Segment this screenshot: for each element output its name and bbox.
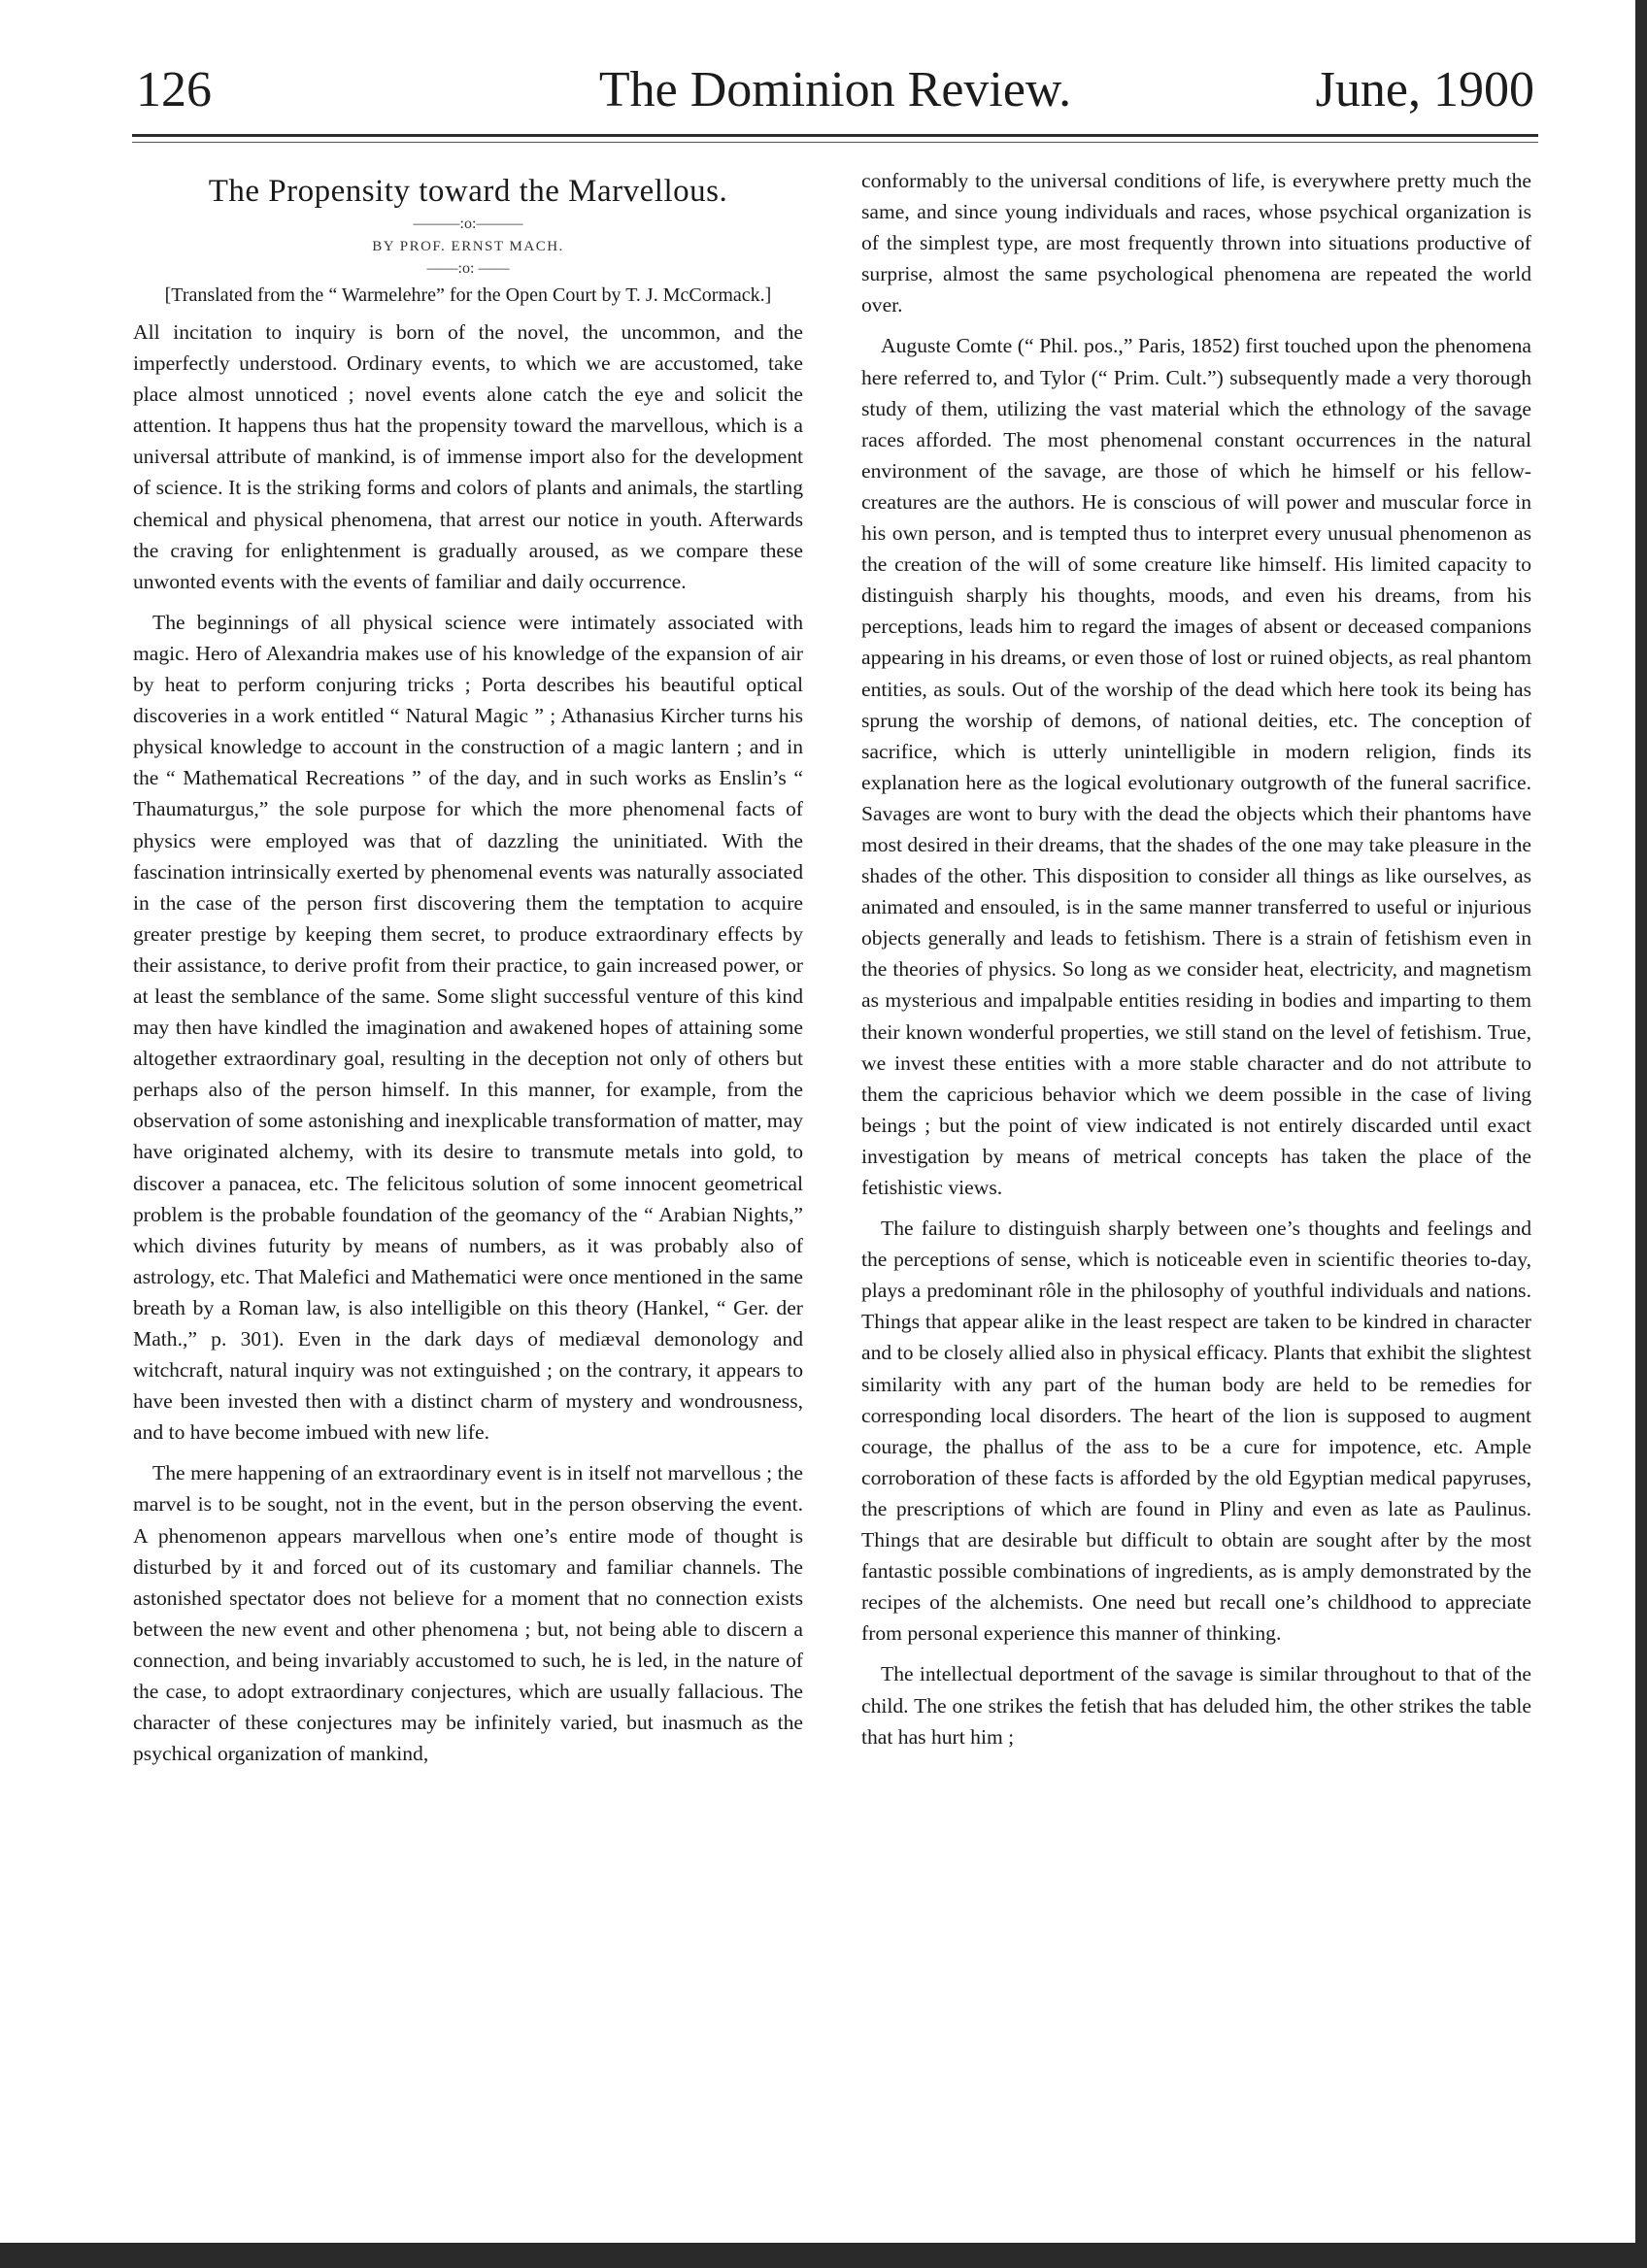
ornament-divider: ———:o:——— [413, 216, 523, 232]
paragraph: The failure to distinguish sharply between one’s thoughts and feelings and the perceptions of sense, which is noticeable even in scientific theories to-day, plays a predominant rôle in the philosophy of youthful individuals and nations. Things that appear alike in the least respect are taken to be kindred in character and to be closely allied also in physical efficacy. Plants that exhibit the slightest similarity with any part of the human body are held to be remedies for corresponding local disorders. The heart of the lion is supposed to augment courage, the phallus of the ass to be a cure for impotence, etc. Ample corroboration of these facts is afforded by the old Egyptian medical papyruses, the prescriptions of which are found in Pliny and even as late as Paulinus. Things that are desirable but difficult to obtain are sought after by the most fantastic possible combinations of ingredients, as is amply demonstrated by the recipes of the alchemists. One need but recall one’s childhood to appreciate from personal experience this manner of thinking. [861, 1217, 1531, 1646]
article-title: The Propensity toward the Marvellous. [208, 174, 728, 209]
left-column [133, 165, 803, 1779]
ornament-divider: ——:o: —— [426, 260, 510, 277]
journal-title: The Dominion Review. [598, 62, 1072, 117]
paragraph: The intellectual deportment of the savage is similar throughout to that of the child. The one strikes the fetish that has deluded him, the other strikes the table that has hurt him ; [861, 1662, 1531, 1749]
running-header [136, 56, 1534, 124]
scan-bottom-edge [0, 2243, 1647, 2268]
paragraph: The beginnings of all physical science were intimately associated with magic. Hero of Alexandria makes use of his knowledge of the expansion of air by heat to perform conjuring tricks ; Porta describes his beautiful optical discoveries in a work entitled “ Natural Magic ” ; Athanasius Kircher turns his physical knowledge to account in the construction of a magic lantern ; and in the “ Mathematical Recreations ” of the day, and in such works as Enslin’s “ Thaumaturgus,” the sole purpose for which the more phenomenal facts of physics were employed was that of dazzling the uninitiated. With the fascination intrinsically exerted by phenomenal events was naturally associated in the case of the person first discovering them the temptation to acquire greater prestige by keeping them secret, to produce extraordinary effects by their assistance, to derive profit from their practice, to gain increased power, or at least the semblance of the same. Some slight successful venture of this kind may then have kindled the imagination and awakened hopes of attaining some altogether extraordinary goal, resulting in the deception not only of others but perhaps also of the person himself. In this manner, for example, from the observation of some astonishing and inexplicable transformation of matter, may have originated alchemy, with its desire to transmute metals into gold, to discover a panacea, etc. The felicitous solution of some innocent geometrical problem is the probable foundation of the geomancy of the “ Arabian Nights,” which divines futurity by means of numbers, as it was probably also of astrology, etc. That Malefici and Mathematici were once mentioned in the same breath by a Roman law, is also intelligible on this theory (Hankel, “ Ger. der Math.,” p. 301). Even in the dark days of mediæval demonology and witchcraft, natural inquiry was not extinguished ; on the contrary, it appears to have been invested then with a distinct charm of mystery and wondrousness, and to have become imbued with new life. [133, 610, 803, 1445]
page-edge-shadow [1635, 0, 1647, 2268]
paragraph: conformably to the universal conditions of life, is everywhere pretty much the same, and since young individuals and races, whose psychical organization is of the simplest type, are most frequently thrown into situations productive of surprise, almost the same psychological phenomena are repeated the world over. [861, 169, 1531, 317]
paragraph: Auguste Comte (“ Phil. pos.,” Paris, 1852) first touched upon the phenomena here referred to, and Tylor (“ Prim. Cult.”) subsequently made a very thorough study of them, utilizing the vast material which the ethnology of the savage races afforded. The most phenomenal constant occurrences in the natural environment of the savage, are those of which he himself or his fellow-creatures are the authors. He is conscious of will power and muscular force in his own person, and is tempted thus to interpret every unusual phenomenon as the creation of the will of some creature like himself. His limited capacity to distinguish sharply his thoughts, moods, and even his dreams, from his perceptions, leads him to regard the images of absent or deceased companions appearing in his dreams, or even those of lost or ruined objects, as real phantom entities, as souls. Out of the worship of the dead which here took its being has sprung the worship of demons, of national deities, etc. The conception of sacrifice, which is utterly unintelligible in modern religion, finds its explanation here as the logical evolutionary outgrowth of the funeral sacrifice. Savages are wont to bury with the dead the objects which their phantoms have most desired in their dreams, that the shades of the one may take pleasure in the shades of the other. This disposition to consider all things as like ourselves, as animated and ensouled, is in the same manner transferred to useful or injurious objects generally and leads to fetishism. There is a strain of fetishism even in the theories of physics. So long as we consider heat, electricity, and magnetism as mysterious and impalpable entities residing in bodies and imparting to them their known wonderful properties, we still stand on the level of fetishism. True, we invest these entities with a more stable character and do not attribute to them the capricious behavior which we deem possible in the case of living beings ; but the point of view indicated is not entirely discarded until exact investigation by means of metrical concepts has taken the place of the fetishistic views. [861, 334, 1531, 1199]
issue-date: June, 1900 [1315, 62, 1534, 117]
paragraph: All incitation to inquiry is born of the novel, the uncommon, and the imperfectly understood. Ordinary events, to which we are accustomed, take place almost unnoticed ; novel events alone catch the eye and solicit the attention. It happens thus hat the propensity toward the marvellous, which is a universal attribute of mankind, is of immense import also for the development of science. It is the striking forms and colors of plants and animals, the startling chemical and physical phenomena, that arrest our notice in youth. Afterwards the craving for enlightenment is gradually aroused, as we compare these unwonted events with the events of familiar and daily occurrence. [133, 320, 803, 593]
article-byline: BY PROF. ERNST MACH. [372, 239, 564, 254]
page-number: 126 [136, 62, 212, 117]
paragraph: The mere happening of an extraordinary event is in itself not marvellous ; the marvel is to be sought, not in the event, but in the person observing the event. A phenomenon appears marvellous when one’s entire mode of thought is disturbed by it and forced out of its customary and familiar channels. The astonished spectator does not believe for a moment that no connection exists between the new event and other phenomena ; but, not being able to discern a connection, and being invariably accustomed to such, he is led, in the nature of the case, to adopt extraordinary conjectures, which are usually fallacious. The character of these conjectures may be infinitely varied, but inasmuch as the psychical organization of mankind, [133, 1461, 803, 1766]
right-column [861, 165, 1531, 1762]
header-rule-thick [132, 134, 1538, 137]
header-rule-thin [132, 142, 1538, 143]
translation-note: [Translated from the “ Warmelehre” for the Open Court by T. J. McCormack.] [164, 284, 772, 306]
